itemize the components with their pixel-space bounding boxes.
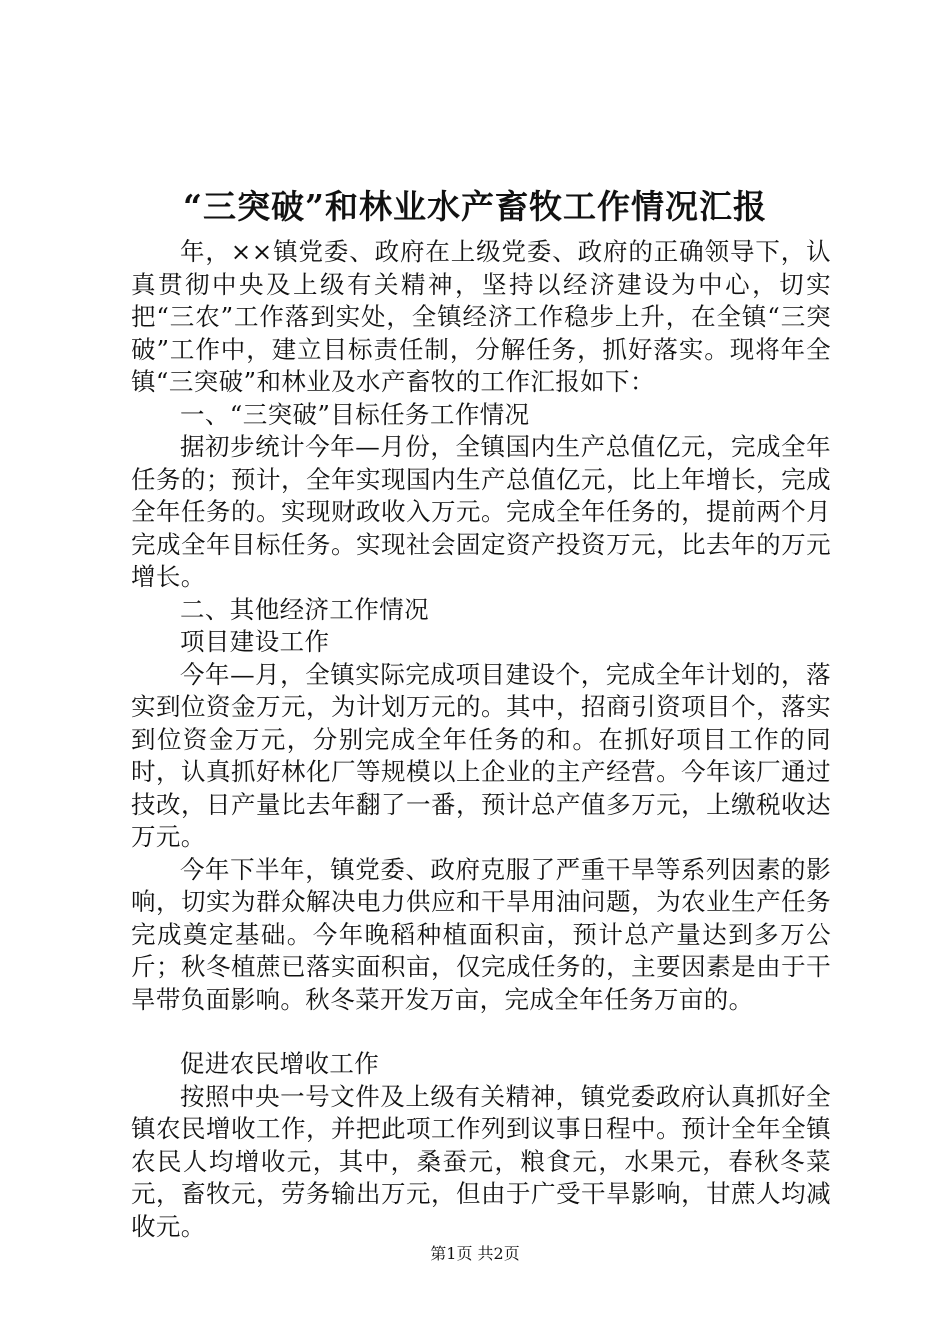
paragraph-farmer-income: 按照中央一号文件及上级有关精神，镇党委政府认真抓好全镇农民增收工作，并把此项工作列到议事日程中。预计全年全镇农民人均增收元，其中，桑蚕元，粮食元，水果元，春秋冬菜元，畜牧元，劳务输出万元，但由于广受干旱影响，甘蔗人均减收元。: [131, 1081, 831, 1241]
paragraph-second-half-year: 今年下半年，镇党委、政府克服了严重干旱等系列因素的影响，切实为群众解决电力供应和干旱用油问题，为农业生产任务完成奠定基础。今年晚稻种植面积亩，预计总产量达到多万公斤；秋冬植蔗已落实面积亩，仅完成任务的，主要因素是由于干旱带负面影响。秋冬菜开发万亩，完成全年任务万亩的。: [131, 854, 831, 1014]
paragraph-project-construction: 今年—月，全镇实际完成项目建设个，完成全年计划的，落实到位资金万元，为计划万元的。其中，招商引资项目个，落实到位资金万元，分别完成全年任务的和。在抓好项目工作的同时，认真抓好林化厂等规模以上企业的主产经营。今年该厂通过技改，日产量比去年翻了一番，预计总产值多万元，上缴税收达万元。: [131, 659, 831, 851]
section-heading-1: 一、“三突破”目标任务工作情况: [180, 399, 530, 429]
subheading-project-construction: 项目建设工作: [180, 627, 330, 656]
paragraph-intro: 年，××镇党委、政府在上级党委、政府的正确领导下，认真贯彻中央及上级有关精神，坚持以经济建设为中心，切实把“三农”工作落到实处，全镇经济工作稳步上升，在全镇“三突破”工作中，建立目标责任制，分解任务，抓好落实。现将年全镇“三突破”和林业及水产畜牧的工作汇报如下：: [131, 237, 831, 396]
subheading-farmer-income: 促进农民增收工作: [180, 1049, 380, 1078]
paragraph-section-1: 据初步统计今年—月份，全镇国内生产总值亿元，完成全年任务的；预计，全年实现国内生产总值亿元，比上年增长，完成全年任务的。实现财政收入万元。完成全年任务的，提前两个月完成全年目标任务。实现社会固定资产投资万元，比去年的万元增长。: [131, 432, 831, 591]
section-heading-2: 二、其他经济工作情况: [180, 594, 429, 624]
document-body: [131, 236, 831, 1243]
document-title: “三突破”和林业水产畜牧工作情况汇报: [183, 187, 767, 226]
page-footer: 第1页 共2页: [430, 1244, 520, 1263]
